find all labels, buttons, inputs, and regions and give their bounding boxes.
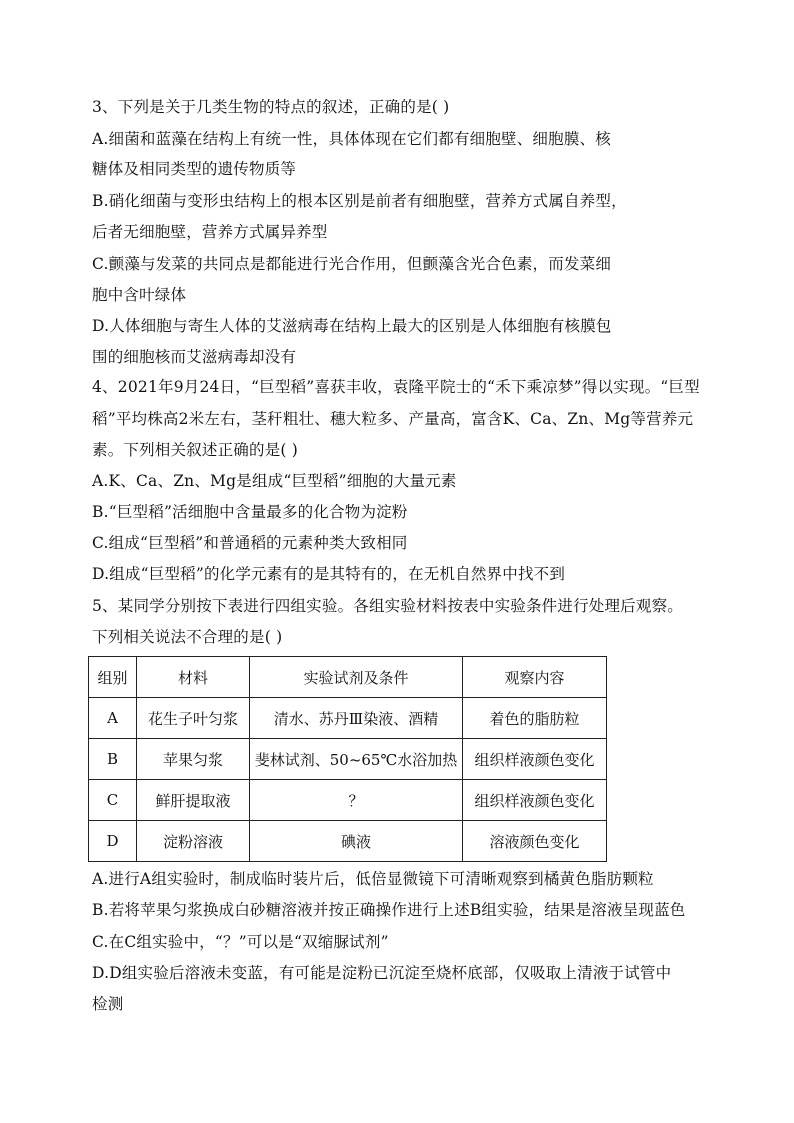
- experiment-table: [88, 656, 607, 862]
- q5-option-b: B.若将苹果匀浆换成白砂糖溶液并按正确操作进行上述B组实验，结果是溶液呈现蓝色: [92, 901, 686, 919]
- q5-option-d-cont: 检测: [92, 995, 124, 1013]
- table-cell: 组织样液颜色变化: [463, 739, 607, 780]
- table-header-cell: 材料: [137, 657, 250, 698]
- q4-option-c: C.组成“巨型稻”和普通稻的元素种类大致相同: [92, 534, 408, 552]
- table-cell: D: [89, 821, 137, 862]
- table-row: [89, 739, 607, 780]
- q3-option-c-cont: 胞中含叶绿体: [92, 286, 187, 304]
- q3-option-b: B.硝化细菌与变形虫结构上的根本区别是前者有细胞壁，营养方式属自养型，: [92, 192, 627, 210]
- table-cell: 斐林试剂、50~65℃水浴加热: [250, 739, 463, 780]
- q4-stem-line2: 稻”平均株高2米左右，茎秆粗壮、穗大粒多、产量高，富含K、Ca、Zn、Mg等营养元: [92, 410, 694, 428]
- q5-option-c: C.在C组实验中，“？”可以是“双缩脲试剂”: [92, 933, 389, 951]
- table-cell: 花生子叶匀浆: [137, 698, 250, 739]
- q4-option-b: B.“巨型稻”活细胞中含量最多的化合物为淀粉: [92, 503, 408, 521]
- table-cell: 鲜肝提取液: [137, 780, 250, 821]
- q5-option-d: D.D组实验后溶液未变蓝，有可能是淀粉已沉淀至烧杯底部，仅吸取上清液于试管中: [92, 964, 672, 982]
- table-cell: 淀粉溶液: [137, 821, 250, 862]
- q3-option-a-cont: 糖体及相同类型的遗传物质等: [92, 160, 297, 178]
- q5-stem-line1: 5、某同学分别按下表进行四组实验。各组实验材料按表中实验条件进行处理后观察。: [92, 597, 683, 615]
- q3-option-d-cont: 围的细胞核而艾滋病毒却没有: [92, 348, 297, 366]
- table-cell: ？: [250, 780, 463, 821]
- q5-stem-line2: 下列相关说法不合理的是( ): [92, 628, 283, 646]
- q3-option-b-cont: 后者无细胞壁，营养方式属异养型: [92, 223, 328, 241]
- table-header-cell: 组别: [89, 657, 137, 698]
- table-cell: 组织样液颜色变化: [463, 780, 607, 821]
- table-header-cell: 实验试剂及条件: [250, 657, 463, 698]
- q5-option-a: A.进行A组实验时，制成临时装片后，低倍显微镜下可清晰观察到橘黄色脂肪颗粒: [92, 870, 654, 888]
- table-cell: 溶液颜色变化: [463, 821, 607, 862]
- table-cell: 碘液: [250, 821, 463, 862]
- table-header-row: [89, 657, 607, 698]
- table-row: [89, 821, 607, 862]
- q3-option-a: A.细菌和蓝藻在结构上有统一性，具体体现在它们都有细胞壁、细胞膜、核: [92, 130, 611, 148]
- q3-option-d: D.人体细胞与寄生人体的艾滋病毒在结构上最大的区别是人体细胞有核膜包: [92, 317, 612, 335]
- table-cell: 清水、苏丹Ⅲ染液、酒精: [250, 698, 463, 739]
- table-header-cell: 观察内容: [463, 657, 607, 698]
- table-cell: C: [89, 780, 137, 821]
- table-cell: B: [89, 739, 137, 780]
- q3-option-c: C.颤藻与发菜的共同点是都能进行光合作用，但颤藻含光合色素，而发菜细: [92, 255, 612, 273]
- table-row: [89, 698, 607, 739]
- q4-stem-line3: 素。下列相关叙述正确的是( ): [92, 441, 299, 459]
- table-cell: A: [89, 698, 137, 739]
- q3-stem: 3、下列是关于几类生物的特点的叙述，正确的是( ): [92, 98, 450, 116]
- q4-option-a: A.K、Ca、Zn、Mg是组成“巨型稻”细胞的大量元素: [92, 472, 457, 490]
- table-row: [89, 780, 607, 821]
- q4-stem-line1: 4、2021年9月24日，“巨型稻”喜获丰收，袁隆平院士的“禾下乘凉梦”得以实现。“巨型: [92, 378, 700, 396]
- q4-option-d: D.组成“巨型稻”的化学元素有的是其特有的，在无机自然界中找不到: [92, 565, 566, 583]
- table-cell: 苹果匀浆: [137, 739, 250, 780]
- table-cell: 着色的脂肪粒: [463, 698, 607, 739]
